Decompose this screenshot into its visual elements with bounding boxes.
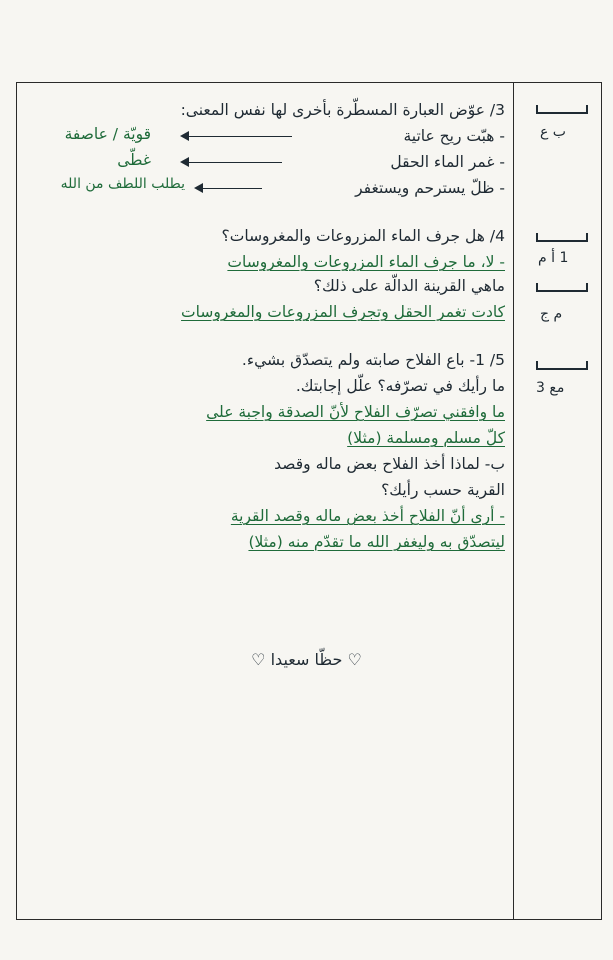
q4-question-1-text: هل جرف الماء المزروعات والمغروسات؟ (221, 227, 485, 245)
arrow-q3-row-2 (182, 162, 282, 163)
closing-text: حظّا سعيدا (270, 650, 343, 669)
q3-row-1 (403, 126, 505, 146)
q5-line-1-text: 1- باع الفلاح صابته ولم يتصدّق بشيء. (241, 351, 485, 369)
q5-line-2: ما رأيك في تصرّفه؟ علّل إجابتك. (295, 377, 505, 395)
q4-question-1 (222, 226, 505, 246)
mark-label-q4-a: 1 أ م (538, 250, 569, 266)
mark-label-q5: مع 3 (536, 380, 565, 396)
q4-question-2: ماهي القرينة الدالّة على ذلك؟ (313, 277, 505, 295)
q3-row-2 (390, 152, 505, 172)
q3-instruction (181, 100, 505, 120)
heart-icon: ♡ (347, 650, 362, 669)
answer-frame (16, 82, 602, 920)
q5-line-3: ما وافقني تصرّف الفلاح لأنّ الصدقة واجبة على (206, 403, 505, 421)
q5-line-1 (242, 350, 505, 370)
q3-number: 3/ (489, 101, 505, 119)
q5-line-5: ب- لماذا أخذ الفلاح بعض ماله وقصد (274, 455, 505, 473)
arrow-q3-row-1 (182, 136, 292, 137)
mark-label-q3: ب ع (540, 124, 566, 140)
q4-number: 4/ (489, 227, 505, 245)
q5-line-7: - أرى أنّ الفلاح أخذ بعض ماله وقصد القرية (230, 507, 505, 525)
q3-instruction-text: عوّض العبارة المسطّرة بأخرى لها نفس المعنى: (180, 101, 485, 119)
q4-answer-2: كادت تغمر الحقل وتجرف المزروعات والمغروسات (181, 303, 505, 321)
arrow-q3-row-3 (196, 188, 262, 189)
q3-row-3 (355, 178, 505, 198)
closing-wish (0, 650, 613, 669)
q3-row-2-phrase: - غمر الماء الحقل (390, 153, 505, 171)
score-box-q4-a (536, 240, 588, 242)
margin-column-divider (513, 82, 514, 920)
q4-answer-1: - لا، ما جرف الماء المزروعات والمغروسات (227, 253, 505, 271)
q3-row-3-phrase: - ظلّ يسترحم ويستغفر (355, 179, 505, 197)
q5-number: 5/ (489, 351, 505, 369)
q3-row-1-answer: قويّة / عاصفة (64, 125, 151, 143)
score-box-q5 (536, 368, 588, 370)
q3-row-2-answer: غطّى (117, 151, 151, 169)
score-box-q4-b (536, 290, 588, 292)
q5-line-4: كلّ مسلم ومسلمة (مثلا) (347, 429, 505, 447)
mark-label-q4-b: م ج (540, 306, 563, 322)
q3-row-3-answer: يطلب اللطف من الله (60, 176, 185, 192)
heart-icon: ♡ (251, 650, 266, 669)
score-box-q3 (536, 112, 588, 114)
q5-line-8: ليتصدّق به وليغفر الله ما تقدّم منه (مثلا) (248, 533, 505, 551)
q5-line-6: القرية حسب رأيك؟ (381, 481, 505, 499)
q3-row-1-phrase: - هبّت ريح عاتية (403, 127, 505, 145)
